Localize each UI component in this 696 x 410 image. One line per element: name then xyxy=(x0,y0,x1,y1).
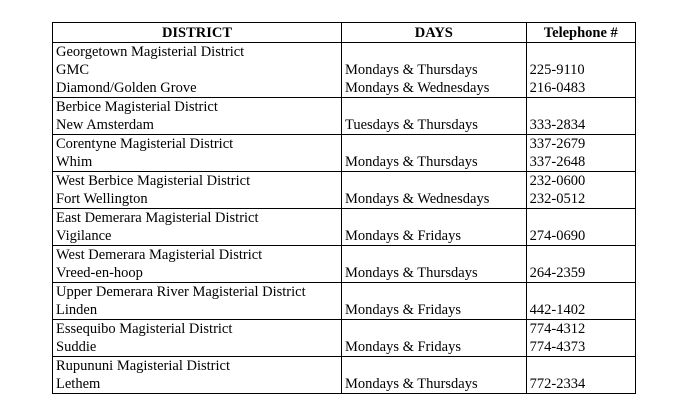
table-row xyxy=(53,135,636,172)
district-line: Rupununi Magisterial District xyxy=(56,358,230,374)
table-body xyxy=(53,43,636,394)
days-line: Tuesdays & Thursdays xyxy=(344,117,478,133)
telephone-number: 225-9110 xyxy=(529,62,585,78)
telephone-header: Telephone # xyxy=(526,23,635,43)
telephone-number: 337-2679 xyxy=(529,136,586,152)
district-cell xyxy=(53,283,342,320)
telephone-cell xyxy=(526,135,635,172)
days-line: Mondays & Fridays xyxy=(344,228,461,244)
district-header: DISTRICT xyxy=(53,23,342,43)
district-line: GMC xyxy=(56,62,90,78)
district-line: West Berbice Magisterial District xyxy=(56,173,251,189)
district-cell xyxy=(53,320,342,357)
court-schedule-table xyxy=(52,22,636,394)
telephone-cell xyxy=(526,320,635,357)
telephone-number: 442-1402 xyxy=(529,302,586,318)
days-cell xyxy=(341,357,526,394)
telephone-number: 216-0483 xyxy=(529,80,586,96)
days-header: DAYS xyxy=(341,23,526,43)
telephone-number: 333-2834 xyxy=(529,117,586,133)
table-row xyxy=(53,172,636,209)
district-cell xyxy=(53,209,342,246)
table-row xyxy=(53,357,636,394)
days-cell xyxy=(341,43,526,98)
telephone-number: 772-2334 xyxy=(529,376,586,392)
district-cell xyxy=(53,135,342,172)
district-cell xyxy=(53,43,342,98)
days-line: Mondays & Fridays xyxy=(344,302,461,318)
days-line: Mondays & Fridays xyxy=(344,339,461,355)
district-line: Georgetown Magisterial District xyxy=(56,44,245,60)
table-row xyxy=(53,320,636,357)
header-row xyxy=(53,23,636,43)
telephone-cell xyxy=(526,283,635,320)
district-cell xyxy=(53,246,342,283)
days-cell xyxy=(341,98,526,135)
days-line: Mondays & Thursdays xyxy=(344,154,478,170)
district-line: Diamond/Golden Grove xyxy=(56,80,197,96)
district-line: Essequibo Magisterial District xyxy=(56,321,233,337)
telephone-number: 232-0512 xyxy=(529,191,586,207)
telephone-number: 232-0600 xyxy=(529,173,586,189)
district-line: Fort Wellington xyxy=(56,191,148,207)
days-cell xyxy=(341,135,526,172)
table-row xyxy=(53,98,636,135)
telephone-cell xyxy=(526,98,635,135)
days-line: Mondays & Thursdays xyxy=(344,265,478,281)
district-line: Whim xyxy=(56,154,93,170)
district-line: Upper Demerara River Magisterial District xyxy=(56,284,306,300)
days-line: Mondays & Thursdays xyxy=(344,62,478,78)
telephone-number: 264-2359 xyxy=(529,265,586,281)
days-line: Mondays & Wednesdays xyxy=(344,191,490,207)
table-row xyxy=(53,209,636,246)
table-row xyxy=(53,283,636,320)
telephone-cell xyxy=(526,43,635,98)
district-line: Lethem xyxy=(56,376,101,392)
telephone-number: 774-4373 xyxy=(529,339,586,355)
district-cell xyxy=(53,172,342,209)
days-cell xyxy=(341,283,526,320)
telephone-cell xyxy=(526,172,635,209)
telephone-cell xyxy=(526,246,635,283)
telephone-cell xyxy=(526,209,635,246)
district-line: Vigilance xyxy=(56,228,112,244)
days-cell xyxy=(341,320,526,357)
district-line: Suddie xyxy=(56,339,97,355)
table-row xyxy=(53,43,636,98)
telephone-number: 337-2648 xyxy=(529,154,586,170)
telephone-number: 274-0690 xyxy=(529,228,586,244)
district-cell xyxy=(53,357,342,394)
table-row xyxy=(53,246,636,283)
days-cell xyxy=(341,209,526,246)
telephone-number: 774-4312 xyxy=(529,321,586,337)
district-cell xyxy=(53,98,342,135)
district-line: Vreed-en-hoop xyxy=(56,265,143,281)
days-line: Mondays & Wednesdays xyxy=(344,80,490,96)
district-line: Corentyne Magisterial District xyxy=(56,136,234,152)
district-line: New Amsterdam xyxy=(56,117,154,133)
district-line: West Demerara Magisterial District xyxy=(56,247,263,263)
district-line: Berbice Magisterial District xyxy=(56,99,218,115)
district-line: Linden xyxy=(56,302,98,318)
telephone-cell xyxy=(526,357,635,394)
days-line: Mondays & Thursdays xyxy=(344,376,478,392)
days-cell xyxy=(341,246,526,283)
days-cell xyxy=(341,172,526,209)
district-line: East Demerara Magisterial District xyxy=(56,210,259,226)
